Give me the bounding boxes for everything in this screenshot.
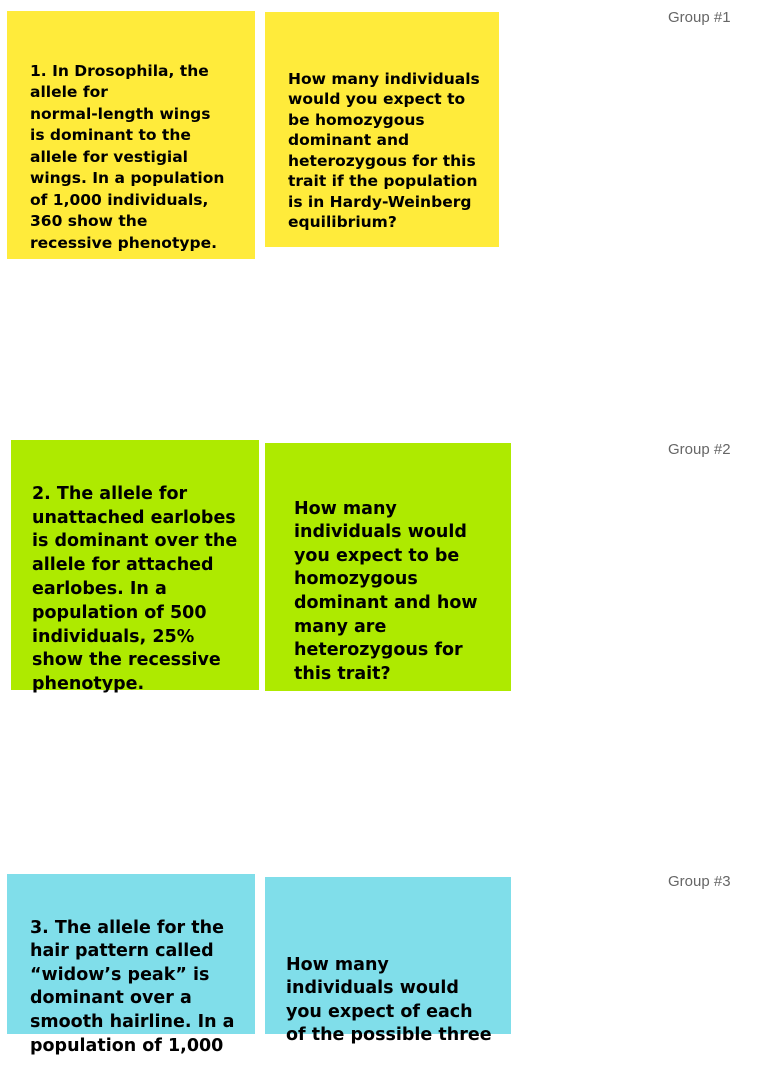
group-2-label: Group #2 [668,441,731,458]
group-1-problem-note [7,11,255,259]
group-1-label: Group #1 [668,9,731,26]
group-3-question-text: How many individuals would you expect of each of the possible three [286,954,492,1046]
group-1-question-note [265,12,499,247]
group-2-problem-note [11,440,259,695]
group-2-problem-text: 2. The allele for unattached earlobes is dominant over the allele for attached earlobes. In a population of 500 individuals, 25% show the recessive phenotype. [32,483,238,695]
group-3-problem-note [7,874,255,1056]
group-3-question-note [265,877,511,1046]
group-1-problem-text: 1. In Drosophila, the allele for normal-length wings is dominant to the allele for vestigial wings. In a population of 1,000 individuals, 360 show the recessive phenotype. [30,61,225,252]
group-2-question-note [265,443,511,691]
group-3-label: Group #3 [668,873,731,890]
group-2-question-text: How many individuals would you expect to be homozygous dominant and how many are heterozygous for this trait? [294,498,478,684]
group-1-question-text: How many individuals would you expect to be homozygous dominant and heterozygous for this trait if the population is in Hardy-Weinberg equilibrium? [288,69,480,231]
group-3-problem-text: 3. The allele for the hair pattern called “widow’s peak” is dominant over a smooth hairline. In a population of 1,000 [30,917,235,1056]
